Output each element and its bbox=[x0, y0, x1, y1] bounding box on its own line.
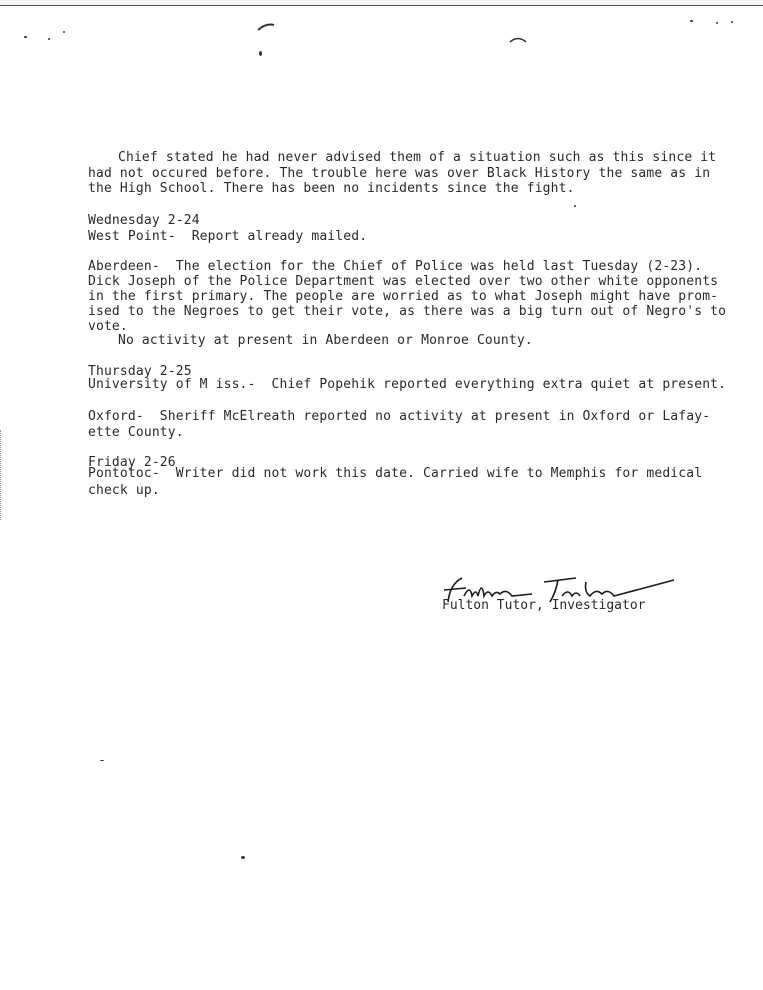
entry-line: West Point- Report already mailed. bbox=[88, 229, 368, 244]
entry-line: University of M iss.- Chief Popehik reported everything extra quiet at present. bbox=[88, 377, 727, 392]
entry-line: Aberdeen- The election for the Chief of Police was held last Tuesday (2-23). bbox=[88, 259, 703, 274]
paragraph-line: had not occured before. The trouble here was over Black History the same as in bbox=[88, 166, 711, 181]
scan-speck bbox=[241, 856, 245, 859]
scan-top-edge bbox=[0, 0, 763, 6]
entry-line: in the first primary. The people are worried as to what Joseph might have prom- bbox=[88, 289, 719, 304]
entry-line: vote. bbox=[88, 319, 128, 334]
scan-speck bbox=[24, 36, 27, 38]
scan-speck bbox=[731, 21, 733, 23]
entry-date: Wednesday 2-24 bbox=[88, 213, 200, 228]
entry-line: ised to the Negroes to get their vote, as there was a big turn out of Negro's to bbox=[88, 304, 727, 319]
scan-speck bbox=[716, 22, 718, 24]
scan-speck bbox=[100, 760, 104, 761]
entry-line: Oxford- Sheriff McElreath reported no activity at present in Oxford or Lafay- bbox=[88, 409, 711, 424]
entry-line: ette County. bbox=[88, 425, 184, 440]
paragraph-line: Chief stated he had never advised them of a situation such as this since it bbox=[118, 150, 717, 165]
entry-date: Thursday 2-25 bbox=[88, 364, 192, 379]
scan-speck bbox=[690, 20, 693, 22]
scan-speck bbox=[259, 51, 262, 56]
entry-note: No activity at present in Aberdeen or Monroe County. bbox=[118, 333, 533, 348]
scan-mark bbox=[256, 22, 276, 32]
scan-left-edge bbox=[0, 430, 3, 520]
signature-caption: Fulton Tutor, Investigator bbox=[442, 598, 646, 613]
entry-line: Pontotoc- Writer did not work this date. Carried wife to Memphis for medical bbox=[88, 466, 703, 481]
scan-speck bbox=[574, 205, 576, 207]
entry-date: Friday 2-26 bbox=[88, 455, 176, 470]
entry-line: Dick Joseph of the Police Department was elected over two other white opponents bbox=[88, 274, 719, 289]
scan-speck bbox=[63, 31, 65, 33]
scan-mark bbox=[508, 34, 528, 44]
paragraph-line: the High School. There has been no incidents since the fight. bbox=[88, 181, 575, 196]
scan-speck bbox=[48, 38, 50, 40]
entry-line: check up. bbox=[88, 483, 160, 498]
